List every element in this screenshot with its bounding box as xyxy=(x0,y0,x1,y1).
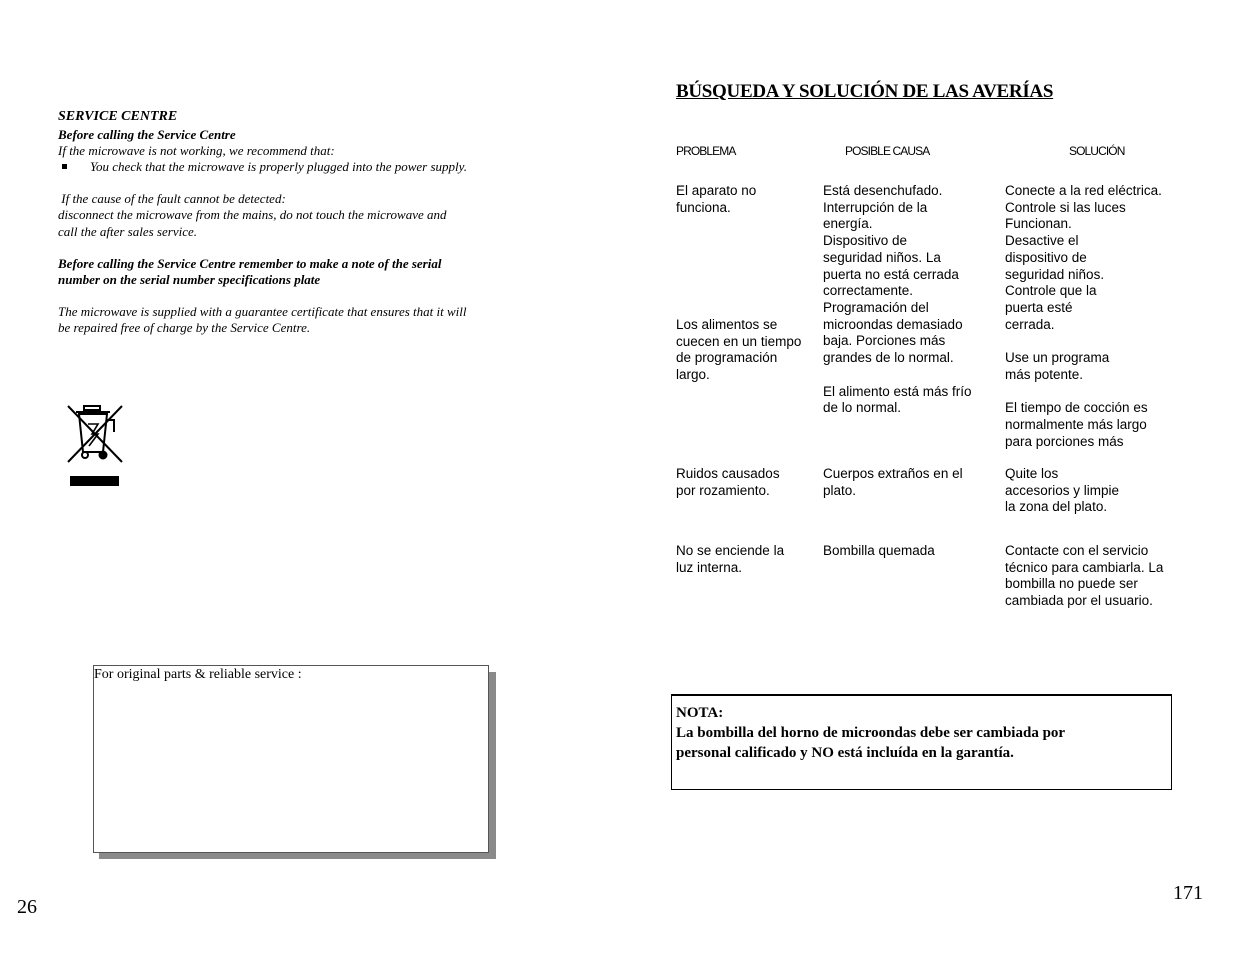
table-cell-line: El tiempo de cocción es xyxy=(1005,400,1148,416)
fault-line-2: disconnect the microwave from the mains, do not touch the microwave and xyxy=(58,207,447,222)
table-cell-line: funciona. xyxy=(676,199,731,215)
table-cell-line: Los alimentos se xyxy=(676,317,778,332)
table-cell-line: Interrupción de la xyxy=(823,199,928,215)
crossed-out-wheelie-bin-icon xyxy=(64,402,126,490)
table-cell-line: accesorios y limpie xyxy=(1005,482,1120,498)
table-cell-line: la zona del plato. xyxy=(1005,499,1108,515)
row3-problema xyxy=(676,466,780,499)
table-cell-line: El aparato no xyxy=(676,183,757,198)
table-cell-line: más potente. xyxy=(1005,366,1084,382)
table-cell-line: Desactive el xyxy=(1005,233,1079,249)
row4-solucion xyxy=(1005,543,1163,610)
column-header-causa: POSIBLE CAUSA xyxy=(845,144,930,158)
table-cell-line: puerta esté xyxy=(1005,299,1073,315)
table-cell-line: No se enciende la xyxy=(676,543,785,558)
bullet-text: You check that the microwave is properly plugged into the power supply. xyxy=(90,159,467,174)
table-cell-line: Está desenchufado. xyxy=(823,183,943,198)
table-cell-line: Conecte a la red eléctrica. xyxy=(1005,183,1162,198)
table-cell-line: microondas demasiado xyxy=(823,316,963,332)
table-cell-line: por rozamiento. xyxy=(676,482,770,498)
table-cell-line xyxy=(1005,383,1148,400)
table-cell-line: cerrada. xyxy=(1005,316,1055,332)
fault-line-1: If the cause of the fault cannot be detected: xyxy=(58,191,286,206)
table-cell-line: El alimento está más frío xyxy=(823,383,972,399)
right-page-number: 171 xyxy=(1173,882,1203,904)
table-cell-line: de lo normal. xyxy=(823,400,902,416)
before-calling-subheading: Before calling the Service Centre xyxy=(58,127,236,142)
row3-solucion xyxy=(1005,466,1119,516)
table-cell-line: seguridad niños. La xyxy=(823,249,941,265)
fault-line-3: call the after sales service. xyxy=(58,224,197,239)
left-page-number: 26 xyxy=(17,896,37,918)
table-cell-line: plato. xyxy=(823,482,857,498)
guarantee-line-2: be repaired free of charge by the Service Centre. xyxy=(58,320,311,335)
row2-causa xyxy=(823,300,972,417)
table-cell-line: Contacte con el servicio xyxy=(1005,543,1149,558)
table-cell-line: Cuerpos extraños en el xyxy=(823,466,963,481)
table-cell-line: bombilla no puede ser xyxy=(1005,576,1138,592)
parts-box xyxy=(93,665,489,853)
page-title: BÚSQUEDA Y SOLUCIÓN DE LAS AVERÍAS xyxy=(676,81,1054,102)
table-cell-line: técnico para cambiarla. La xyxy=(1005,559,1164,575)
note-title: NOTA: xyxy=(676,705,724,721)
guarantee-line-1: The microwave is supplied with a guarantee certificate that ensures that it will xyxy=(58,304,467,319)
table-cell-line: cambiada por el usuario. xyxy=(1005,593,1153,609)
table-cell-line: correctamente. xyxy=(823,283,914,299)
table-cell-line: dispositivo de xyxy=(1005,249,1087,265)
parts-box-label: For original parts & reliable service : xyxy=(94,667,302,682)
note-line-1: La bombilla del horno de microondas debe ser cambiada por xyxy=(676,725,1066,741)
table-cell-line: Programación del xyxy=(823,300,929,315)
row2-problema xyxy=(676,317,801,384)
table-cell-line: de programación xyxy=(676,350,778,366)
column-header-solucion: SOLUCIÓN xyxy=(1069,144,1125,158)
table-cell-line: grandes de lo normal. xyxy=(823,350,954,366)
table-cell-line: Bombilla quemada xyxy=(823,543,935,558)
row1-solucion xyxy=(1005,183,1162,333)
row2-solucion xyxy=(1005,350,1148,450)
table-cell-line: luz interna. xyxy=(676,559,743,575)
table-cell-line: Quite los xyxy=(1005,466,1059,481)
table-cell-line: Ruidos causados xyxy=(676,466,780,481)
table-cell-line xyxy=(823,367,972,384)
row1-causa xyxy=(823,183,959,300)
serial-line-1: Before calling the Service Centre remember to make a note of the serial xyxy=(58,256,442,271)
table-cell-line: Controle si las luces xyxy=(1005,199,1126,215)
table-cell-line: Use un programa xyxy=(1005,350,1110,365)
table-cell-line: energía. xyxy=(823,216,873,232)
table-cell-line: seguridad niños. xyxy=(1005,266,1105,282)
intro-text: If the microwave is not working, we recommend that: xyxy=(58,143,335,158)
table-cell-line: Controle que la xyxy=(1005,283,1097,299)
table-cell-line: baja. Porciones más xyxy=(823,333,946,349)
table-cell-line: cuecen en un tiempo xyxy=(676,333,802,349)
table-cell-line: Funcionan. xyxy=(1005,216,1072,232)
table-cell-line: normalmente más largo xyxy=(1005,416,1147,432)
table-cell-line: puerta no está cerrada xyxy=(823,266,959,282)
serial-line-2: number on the serial number specifications plate xyxy=(58,272,321,287)
column-header-problema: PROBLEMA xyxy=(676,144,736,158)
row3-causa xyxy=(823,466,963,499)
row4-problema xyxy=(676,543,784,576)
table-cell-line: largo. xyxy=(676,367,710,383)
note-line-2: personal calificado y NO está incluída en la garantía. xyxy=(676,745,1014,761)
table-cell-line: para porciones más xyxy=(1005,433,1124,449)
note-box xyxy=(671,694,1172,790)
bullet-marker xyxy=(62,164,67,169)
service-centre-heading: SERVICE CENTRE xyxy=(58,109,178,124)
row1-problema xyxy=(676,183,756,216)
table-cell-line: Dispositivo de xyxy=(823,233,908,249)
row4-causa xyxy=(823,543,935,560)
